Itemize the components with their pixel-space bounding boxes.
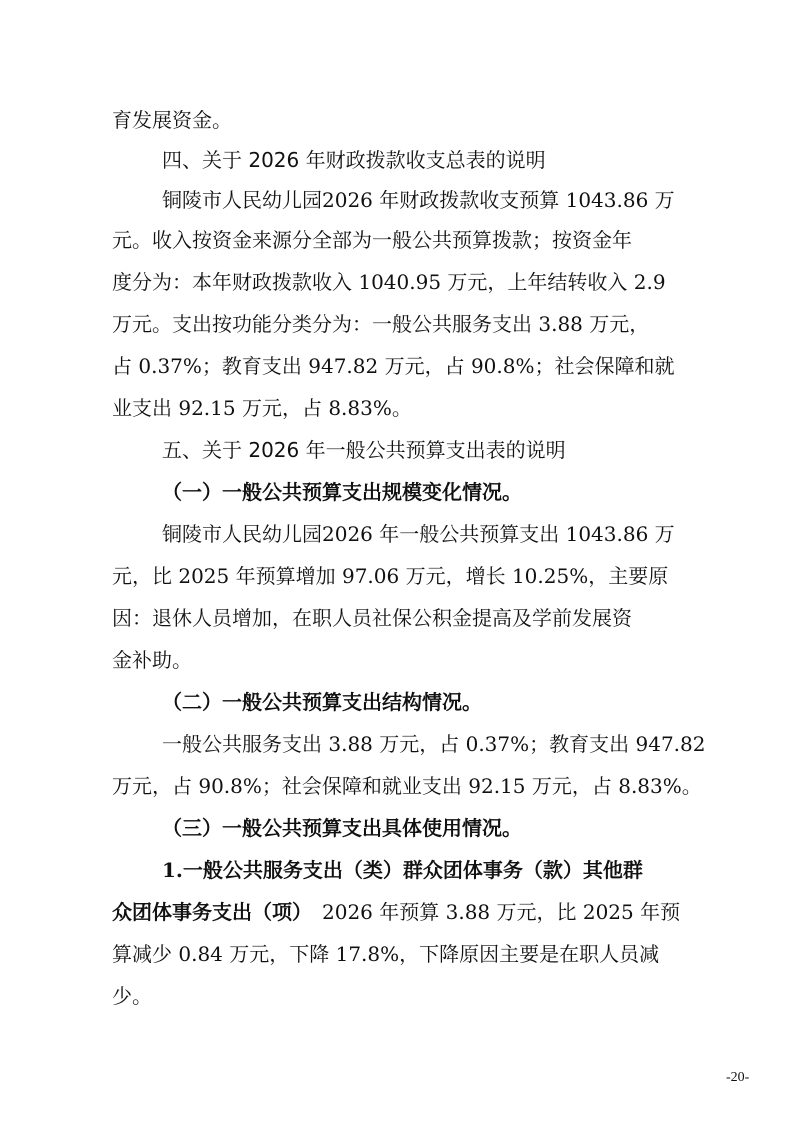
paragraph-line: 万元，占 90.8%；社会保障和就业支出 92.15 万元，占 8.83%。 — [112, 774, 702, 798]
section-heading: 四、关于 2026 年财政拨款收支总表的说明 — [162, 148, 546, 172]
paragraph-line: 占 0.37%；教育支出 947.82 万元，占 90.8%；社会保障和就 — [112, 354, 675, 378]
page-number: -20- — [726, 1070, 750, 1085]
paragraph-line: 一般公共服务支出 3.88 万元，占 0.37%；教育支出 947.82 — [162, 732, 706, 756]
item-heading: 1.一般公共服务支出（类）群众团体事务（款）其他群 — [162, 858, 643, 882]
subsection-heading: （三）一般公共预算支出具体使用情况。 — [162, 816, 522, 840]
paragraph-line — [0, 892, 793, 932]
paragraph-line: 铜陵市人民幼儿园2026 年一般公共预算支出 1043.86 万 — [162, 522, 675, 546]
item-text: 2026 年预算 3.88 万元，比 2025 年预 — [322, 900, 681, 924]
paragraph-line: 铜陵市人民幼儿园2026 年财政拨款收支预算 1043.86 万 — [162, 188, 675, 212]
paragraph-line: 度分为：本年财政拨款收入 1040.95 万元，上年结转收入 2.9 — [112, 270, 666, 294]
paragraph-line: 算减少 0.84 万元，下降 17.8%，下降原因主要是在职人员减 — [112, 942, 660, 966]
subsection-heading: （二）一般公共预算支出结构情况。 — [162, 690, 482, 714]
paragraph-line: 少。 — [112, 984, 152, 1008]
paragraph-line: 元，比 2025 年预算增加 97.06 万元，增长 10.25%，主要原 — [112, 564, 669, 588]
subsection-heading: （一）一般公共预算支出规模变化情况。 — [162, 480, 522, 504]
paragraph-line: 金补助。 — [112, 648, 192, 672]
paragraph-line: 业支出 92.15 万元，占 8.83%。 — [112, 396, 412, 420]
item-heading-continued: 众团体事务支出（项） — [112, 900, 312, 924]
section-heading: 五、关于 2026 年一般公共预算支出表的说明 — [162, 438, 566, 462]
paragraph-line: 因：退休人员增加，在职人员社保公积金提高及学前发展资 — [112, 606, 632, 630]
paragraph-line: 元。收入按资金来源分全部为一般公共预算拨款；按资金年 — [112, 228, 632, 252]
paragraph-line: 育发展资金。 — [112, 108, 232, 132]
paragraph-line: 万元。支出按功能分类分为：一般公共服务支出 3.88 万元， — [112, 312, 650, 336]
